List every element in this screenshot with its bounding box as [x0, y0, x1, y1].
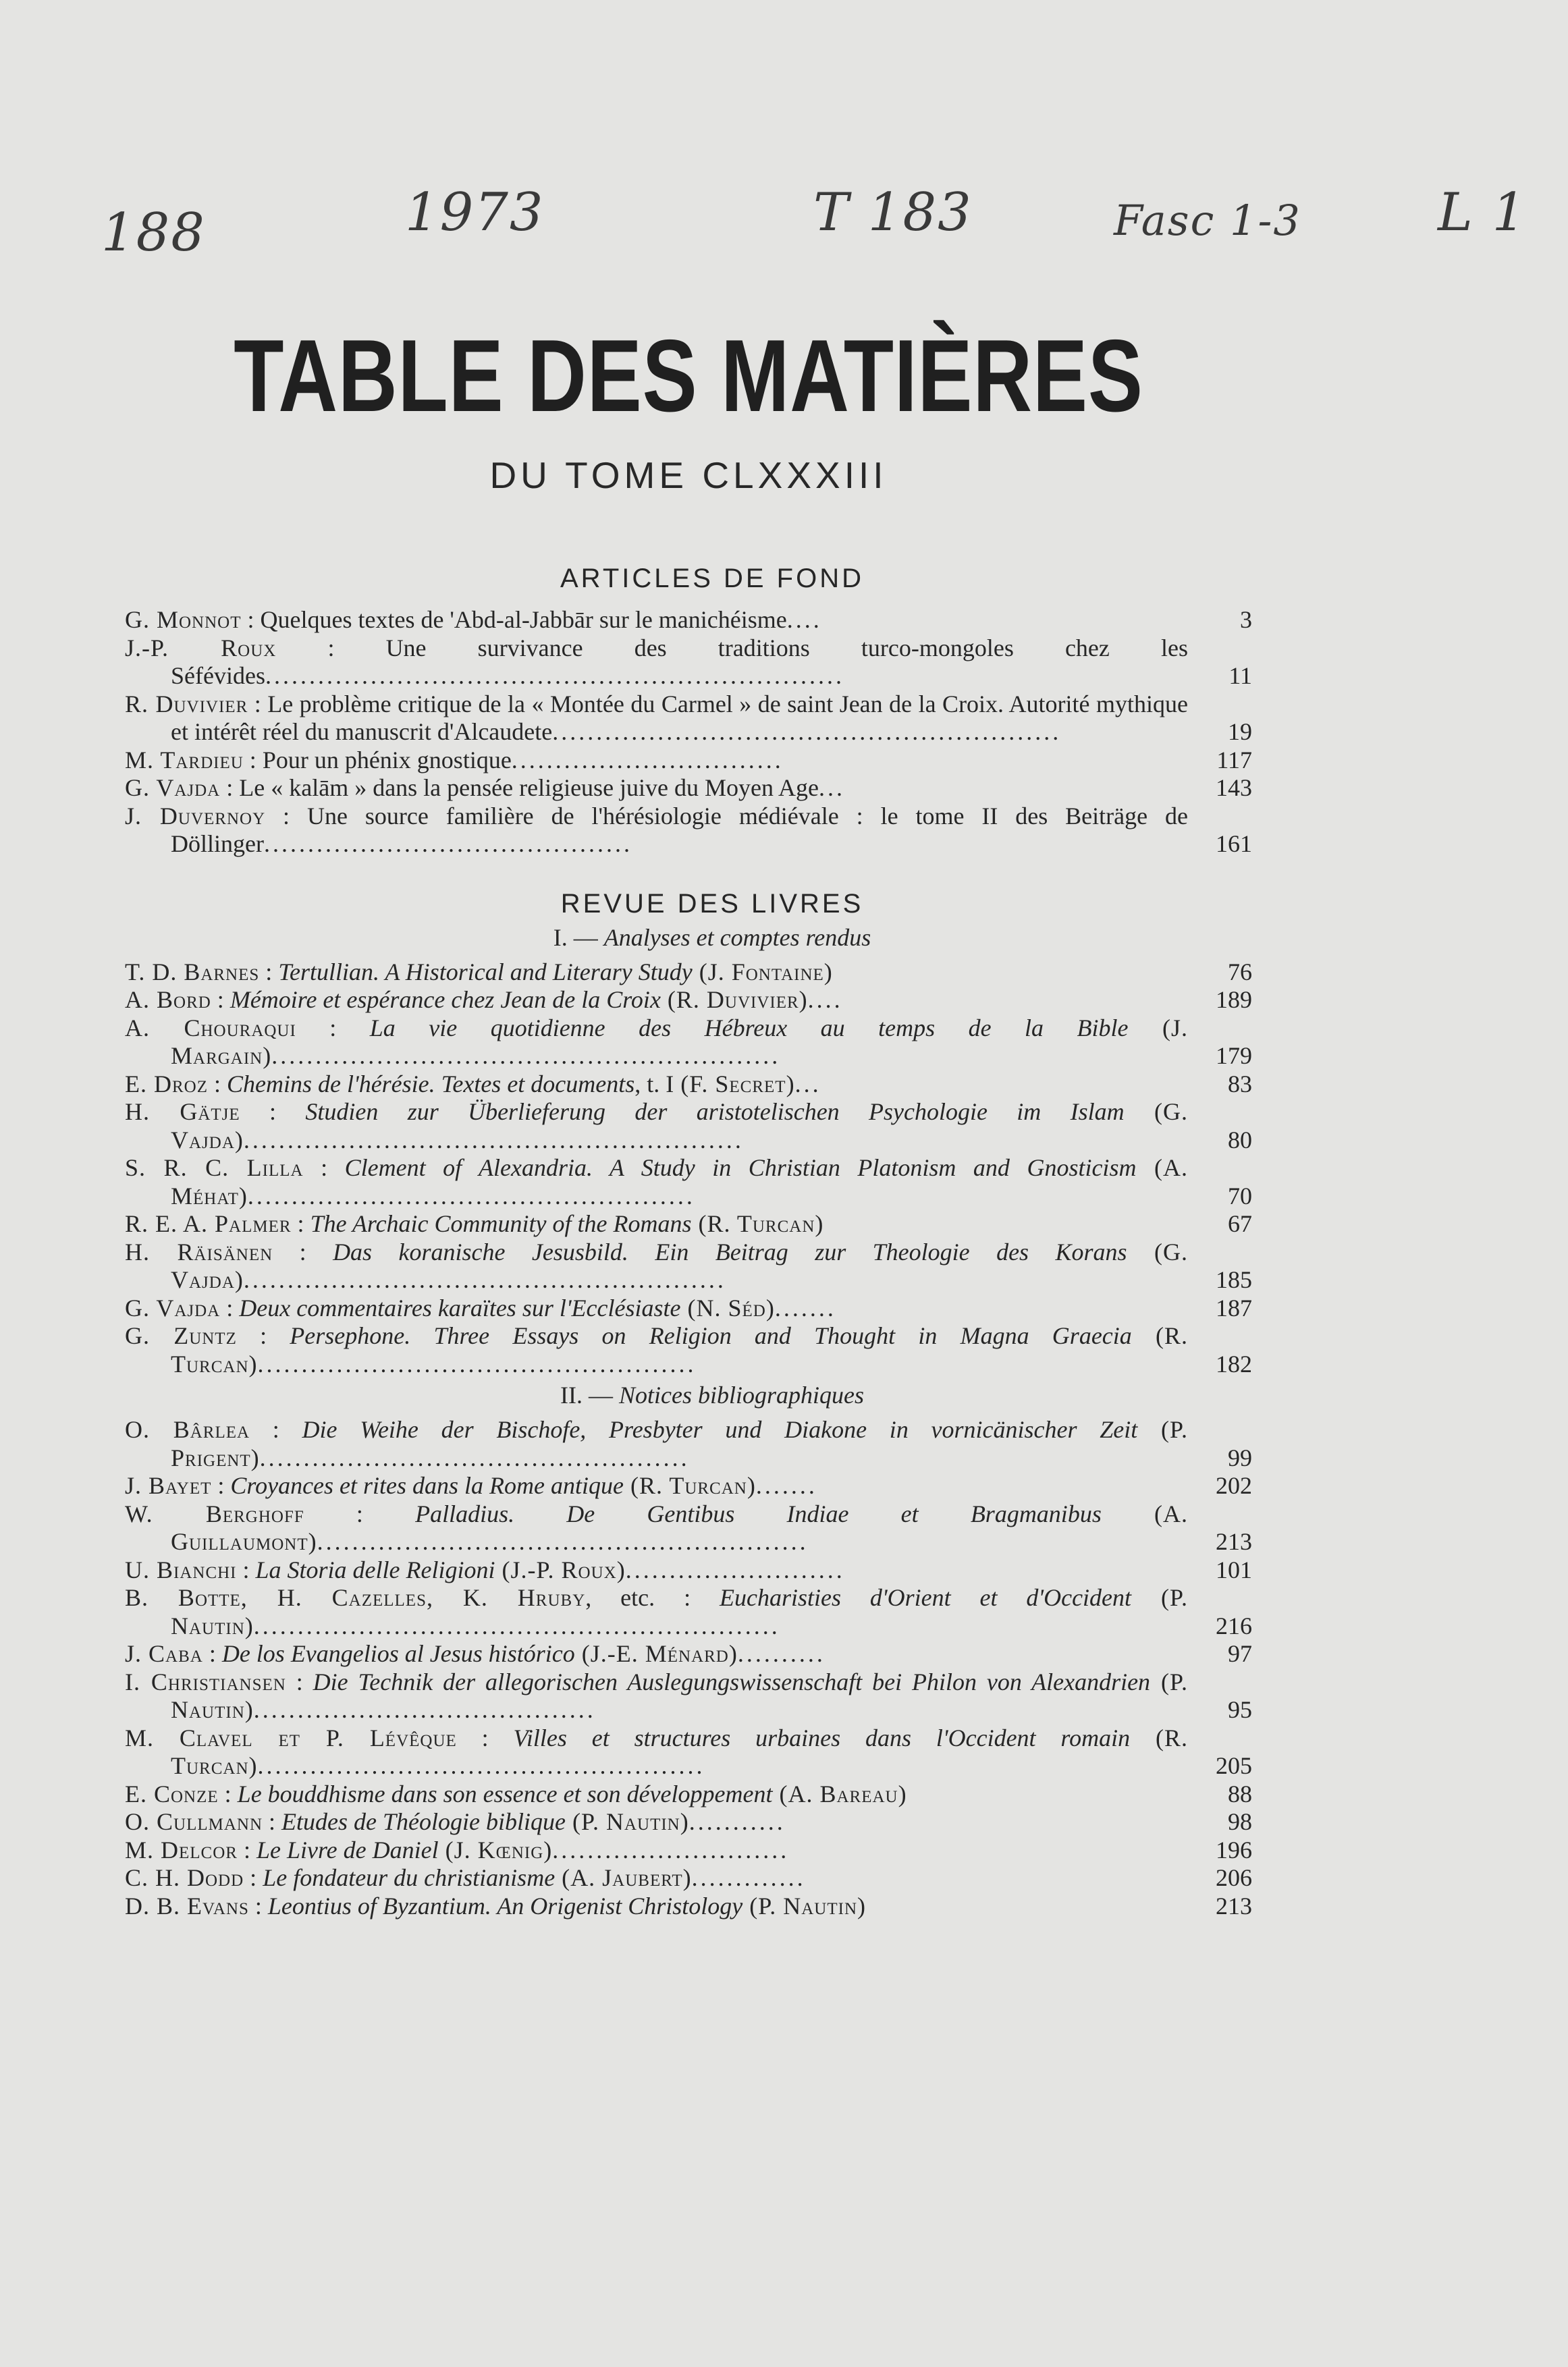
entry-text [125, 1070, 1188, 1099]
entry-title: Villes et structures urbaines dans l'Occident romain [513, 1724, 1131, 1751]
entry-title: Le fondateur du christianisme [263, 1864, 556, 1891]
toc-entry [125, 1668, 1252, 1724]
entry-separator: : [273, 1238, 333, 1266]
leader-dots: ....... [774, 1294, 836, 1322]
entry-author: I. Christiansen [125, 1668, 286, 1695]
section-heading-books: REVUE DES LIVRES [560, 888, 864, 919]
entry-separator: : [243, 746, 263, 773]
toc-entry [125, 1239, 1252, 1295]
toc-entry [125, 802, 1252, 859]
entry-page-number: 97 [1228, 1640, 1252, 1667]
entry-author: H. Gätje [125, 1098, 240, 1125]
entry-reviewer: (J. Kœnig) [438, 1836, 553, 1863]
entry-title: Clement of Alexandria. A Study in Christian Platonism and Gnosticism [344, 1154, 1137, 1181]
entry-title: Le bouddhisme dans son essence et son développement [237, 1780, 773, 1807]
entry-reviewer: (F. Secret) [674, 1070, 795, 1097]
entry-title: Le Livre de Daniel [256, 1836, 439, 1863]
leader-dots: ............................................................ [253, 1612, 780, 1639]
table-of-contents [125, 564, 1252, 1920]
entry-title: Etudes de Théologie biblique [281, 1808, 566, 1835]
entry-text [125, 1668, 1188, 1724]
entry-page-number: 67 [1228, 1210, 1252, 1237]
toc-entry [125, 1893, 1252, 1921]
leader-dots: ....................................................... [243, 1266, 726, 1293]
leader-dots: ......................................................... [243, 1126, 744, 1153]
entry-separator: : [241, 606, 261, 633]
entry-page-number: 161 [1216, 830, 1252, 857]
toc-entry [125, 1416, 1252, 1472]
toc-entry [125, 1070, 1252, 1099]
leader-dots: .... [786, 606, 822, 633]
entry-text [125, 1239, 1188, 1295]
leader-dots: ... [794, 1070, 821, 1097]
entry-page-number: 95 [1228, 1696, 1252, 1723]
subsection-label: Notices bibliographiques [618, 1382, 864, 1409]
entry-page-number: 88 [1228, 1780, 1252, 1807]
entry-reviewer: (P. Nautin) [565, 1808, 689, 1835]
leader-dots: ......................... [625, 1556, 845, 1583]
entry-reviewer: (J.-P. Roux) [495, 1556, 626, 1583]
subsection-heading [125, 1381, 1252, 1409]
toc-entry [125, 1864, 1252, 1893]
entry-page-number: 206 [1216, 1864, 1252, 1891]
leader-dots: ........................... [552, 1836, 790, 1863]
entry-page-number: 117 [1216, 746, 1252, 773]
entry-text [125, 1724, 1188, 1780]
entry-text [125, 1893, 1188, 1921]
entry-text [125, 774, 1188, 802]
entry-page-number: 11 [1228, 662, 1252, 689]
entry-reviewer: (J. Fontaine) [692, 958, 833, 985]
entry-separator: , etc. : [585, 1584, 720, 1611]
toc-entry [125, 634, 1252, 690]
entry-page-number: 80 [1228, 1126, 1252, 1153]
entry-title: La Storia delle Religioni [255, 1556, 495, 1583]
leader-dots: ................................................... [247, 1182, 695, 1209]
entry-author: T. D. Barnes [125, 958, 260, 985]
entry-reviewer: (R. Duvivier) [660, 986, 808, 1013]
entry-author: O. Cullmann [125, 1808, 263, 1835]
handwritten-annotation: 188 [101, 202, 206, 263]
entry-author: M. Clavel et P. Lévêque [125, 1724, 457, 1751]
entry-reviewer: (A. Bareau) [772, 1780, 907, 1807]
articles-list [125, 606, 1252, 859]
entry-separator: : [248, 1892, 268, 1920]
subsection-label: Analyses et comptes rendus [603, 923, 871, 951]
entry-page-number: 182 [1216, 1350, 1252, 1378]
toc-entry [125, 1098, 1252, 1154]
handwritten-annotation: Fasc 1-3 [1114, 196, 1301, 245]
entry-title: Chemins de l'hérésie. Textes et documents [227, 1070, 635, 1097]
leader-dots: ............. [691, 1864, 806, 1891]
page-title: TABLE DES MATIÈRES [234, 319, 1143, 433]
entry-description: Quelques textes de 'Abd-al-Jabbār sur le manichéisme [260, 606, 787, 633]
entry-page-number: 179 [1216, 1042, 1252, 1069]
handwritten-annotation: L 1 [1438, 182, 1528, 243]
entry-reviewer: (G. Vajda) [171, 1098, 1188, 1153]
subsection-heading [125, 923, 1252, 952]
entry-separator: : [248, 690, 268, 717]
toc-entry [125, 1295, 1252, 1323]
entry-separator: : [220, 774, 240, 801]
subsection-number: II. — [560, 1382, 619, 1409]
toc-entry [125, 1014, 1252, 1070]
entry-title: Die Technik der allegorischen Auslegungswissenschaft bei Philon von Alexandrien [313, 1668, 1151, 1695]
entry-title: Studien zur Überlieferung der aristotelischen Psychologie im Islam [305, 1098, 1125, 1125]
handwritten-annotation: T 183 [813, 182, 973, 243]
entry-author: A. Bord [125, 986, 211, 1013]
entry-reviewer: (P. Nautin) [171, 1584, 1188, 1639]
leader-dots: .......................................................... [271, 1042, 781, 1069]
entry-page-number: 189 [1216, 986, 1252, 1013]
entry-reviewer: (R. Turcan) [171, 1724, 1188, 1779]
toc-entry [125, 1640, 1252, 1668]
entry-separator: : [240, 1098, 306, 1125]
entry-text [125, 1472, 1188, 1500]
entry-page-number: 101 [1216, 1556, 1252, 1583]
entry-text [125, 1210, 1188, 1239]
entry-separator: : [263, 1808, 282, 1835]
toc-entry [125, 1500, 1252, 1556]
entry-title: Eucharisties d'Orient et d'Occident [719, 1584, 1132, 1611]
entry-page-number: 83 [1228, 1070, 1252, 1097]
toc-entry [125, 1322, 1252, 1378]
subsection-number: I. — [553, 923, 604, 951]
entry-reviewer: (P. Nautin) [171, 1668, 1188, 1723]
leader-dots: .... [807, 986, 843, 1013]
leader-dots: ... [819, 774, 846, 801]
entry-separator: : [304, 1500, 416, 1527]
toc-entry [125, 606, 1252, 634]
entry-text [125, 1416, 1188, 1472]
entry-text [125, 746, 1188, 775]
entry-reviewer: (R. Turcan) [623, 1472, 756, 1499]
entry-title: Mémoire et espérance chez Jean de la Croix [229, 986, 661, 1013]
entry-text [125, 1500, 1188, 1556]
leader-dots: .......... [737, 1640, 826, 1667]
entry-separator: : [296, 1014, 370, 1041]
toc-entry [125, 690, 1252, 746]
entry-title: La vie quotidienne des Hébreux au temps de la Bible [369, 1014, 1129, 1041]
entry-author: J. Caba [125, 1640, 203, 1667]
entry-text [125, 1837, 1188, 1865]
toc-entry [125, 1210, 1252, 1239]
leader-dots: ....... [755, 1472, 817, 1499]
entry-author: R. E. A. Palmer [125, 1210, 292, 1237]
entry-page-number: 205 [1216, 1752, 1252, 1779]
entry-title: Das koranische Jesusbild. Ein Beitrag zur Theologie des Korans [333, 1238, 1127, 1266]
entry-separator: : [456, 1724, 514, 1751]
entry-page-number: 216 [1216, 1612, 1252, 1639]
entry-text [125, 690, 1188, 746]
leader-dots: .................................................. [257, 1350, 697, 1378]
entry-page-number: 99 [1228, 1444, 1252, 1471]
entry-separator: : [211, 986, 230, 1013]
toc-entry [125, 1154, 1252, 1210]
toc-entry [125, 1780, 1252, 1809]
entry-text [125, 1322, 1188, 1378]
entry-text [125, 802, 1188, 859]
entry-author: D. B. Evans [125, 1892, 249, 1920]
toc-entry [125, 958, 1252, 987]
entry-author: G. Monnot [125, 606, 242, 633]
toc-entry [125, 1472, 1252, 1500]
entry-separator: : [202, 1640, 222, 1667]
entry-description: Le problème critique de la « Montée du Carmel » de saint Jean de la Croix. Autorité mythique et intérêt réel du manuscrit d'Alcaudete [171, 690, 1188, 745]
toc-entry [125, 774, 1252, 802]
entry-title: Leontius of Byzantium. An Origenist Christology [267, 1892, 743, 1920]
entry-separator: : [211, 1472, 231, 1499]
entry-author: M. Tardieu [125, 746, 244, 773]
toc-entry [125, 746, 1252, 775]
entry-author: W. Berghoff [125, 1500, 304, 1527]
toc-entry [125, 1724, 1252, 1780]
entry-separator: : [303, 1154, 345, 1181]
entry-author: J.-P. Roux [125, 634, 277, 661]
page-subtitle: DU TOME CLXXXIII [489, 454, 888, 496]
entry-title: Die Weihe der Bischofe, Presbyter und Diakone in vornicänischer Zeit [302, 1416, 1138, 1443]
entry-separator: : [236, 1322, 290, 1349]
entry-separator: : [286, 1668, 313, 1695]
entry-author: G. Vajda [125, 1294, 221, 1322]
entry-author: E. Droz [125, 1070, 208, 1097]
entry-text [125, 606, 1188, 634]
entry-author: H. Räisänen [125, 1238, 273, 1266]
leader-dots: ................................................... [257, 1752, 705, 1779]
entry-title: Croyances et rites dans la Rome antique [230, 1472, 624, 1499]
entry-author: G. Vajda [125, 774, 221, 801]
entry-separator: : [265, 802, 307, 829]
leader-dots: ............................... [511, 746, 784, 773]
leader-dots: .......................................................... [552, 718, 1062, 745]
entry-author: M. Delcor [125, 1836, 238, 1863]
book-review-list [125, 923, 1252, 1921]
entry-page-number: 143 [1216, 774, 1252, 801]
entry-separator: : [208, 1070, 227, 1097]
entry-author: C. H. Dodd [125, 1864, 244, 1891]
leader-dots: ........... [688, 1808, 786, 1835]
entry-separator: : [237, 1836, 256, 1863]
entry-text [125, 1808, 1188, 1837]
entry-reviewer: (R. Turcan) [691, 1210, 824, 1237]
entry-description: Pour un phénix gnostique [262, 746, 512, 773]
entry-text [125, 634, 1188, 690]
entry-page-number: 185 [1216, 1266, 1252, 1293]
entry-title: De los Evangelios al Jesus histórico [221, 1640, 575, 1667]
entry-reviewer: (A. Jaubert) [555, 1864, 692, 1891]
entry-separator: : [244, 1864, 263, 1891]
entry-page-number: 213 [1216, 1528, 1252, 1555]
entry-reviewer: (P. Nautin) [742, 1892, 866, 1920]
entry-title: Persephone. Three Essays on Religion and Thought in Magna Graecia [290, 1322, 1132, 1349]
entry-text [125, 1780, 1188, 1809]
entry-reviewer: (A. Guillaumont) [171, 1500, 1188, 1555]
entry-author: S. R. C. Lilla [125, 1154, 304, 1181]
entry-separator: : [250, 1416, 302, 1443]
entry-author: G. Zuntz [125, 1322, 237, 1349]
entry-separator: : [220, 1294, 240, 1322]
entry-page-number: 70 [1228, 1182, 1252, 1209]
entry-page-number: 76 [1228, 958, 1252, 985]
entry-text [125, 1556, 1188, 1585]
entry-author: A. Chouraqui [125, 1014, 296, 1041]
leader-dots: .......................................... [263, 830, 632, 857]
entry-page-number: 98 [1228, 1808, 1252, 1835]
entry-reviewer: (J.-E. Ménard) [574, 1640, 738, 1667]
entry-description: Une source familière de l'hérésiologie médiévale : le tome II des Beiträge de Döllinger [171, 802, 1188, 857]
entry-separator: : [236, 1556, 256, 1583]
toc-entry [125, 986, 1252, 1014]
handwritten-annotation: 1973 [405, 182, 545, 243]
entry-page-number: 187 [1216, 1294, 1252, 1322]
entry-text [125, 1584, 1188, 1640]
entry-page-number: 213 [1216, 1892, 1252, 1920]
entry-title: Palladius. De Gentibus Indiae et Bragmanibus [415, 1500, 1102, 1527]
entry-reviewer: (N. Séd) [680, 1294, 775, 1322]
entry-author: U. Bianchi [125, 1556, 237, 1583]
entry-text [125, 1098, 1188, 1154]
entry-text [125, 1014, 1188, 1070]
entry-author: O. Bârlea [125, 1416, 250, 1443]
leader-dots: ........................................................ [317, 1528, 809, 1555]
entry-text [125, 958, 1188, 987]
toc-entry [125, 1556, 1252, 1585]
entry-reviewer: (P. Prigent) [171, 1416, 1188, 1471]
leader-dots: ................................................. [259, 1444, 690, 1471]
entry-author: J. Bayet [125, 1472, 212, 1499]
entry-author: R. Duvivier [125, 690, 248, 717]
toc-entry [125, 1808, 1252, 1837]
entry-reviewer: (R. Turcan) [171, 1322, 1188, 1378]
entry-page-number: 3 [1240, 606, 1252, 633]
entry-author: B. Botte, H. Cazelles, K. Hruby [125, 1584, 586, 1611]
entry-text [125, 1864, 1188, 1893]
entry-author: J. Duvernoy [125, 802, 266, 829]
entry-description: , t. I [634, 1070, 674, 1097]
entry-text [125, 986, 1188, 1014]
toc-entry [125, 1837, 1252, 1865]
entry-separator: : [291, 1210, 310, 1237]
entry-reviewer: (G. Vajda) [171, 1238, 1188, 1293]
entry-text [125, 1154, 1188, 1210]
entry-text [125, 1295, 1188, 1323]
entry-description: Le « kalām » dans la pensée religieuse juive du Moyen Age [239, 774, 819, 801]
entry-text [125, 1640, 1188, 1668]
entry-page-number: 19 [1228, 718, 1252, 745]
entry-title: Tertullian. A Historical and Literary Study [278, 958, 693, 985]
entry-reviewer: (A. Méhat) [171, 1154, 1188, 1209]
entry-separator: : [218, 1780, 238, 1807]
entry-description: Une survivance des traditions turco-mongoles chez les Séfévides [171, 634, 1188, 689]
entry-reviewer: (J. Margain) [171, 1014, 1188, 1069]
entry-page-number: 202 [1216, 1472, 1252, 1499]
entry-title: The Archaic Community of the Romans [310, 1210, 692, 1237]
entry-separator: : [259, 958, 279, 985]
entry-title: Deux commentaires karaïtes sur l'Ecclésiaste [239, 1294, 681, 1322]
entry-page-number: 196 [1216, 1836, 1252, 1863]
section-heading-articles: ARTICLES DE FOND [560, 564, 864, 593]
entry-author: E. Conze [125, 1780, 219, 1807]
entry-separator: : [276, 634, 386, 661]
leader-dots: .................................................................. [265, 662, 844, 689]
leader-dots: ....................................... [253, 1696, 596, 1723]
toc-entry [125, 1584, 1252, 1640]
